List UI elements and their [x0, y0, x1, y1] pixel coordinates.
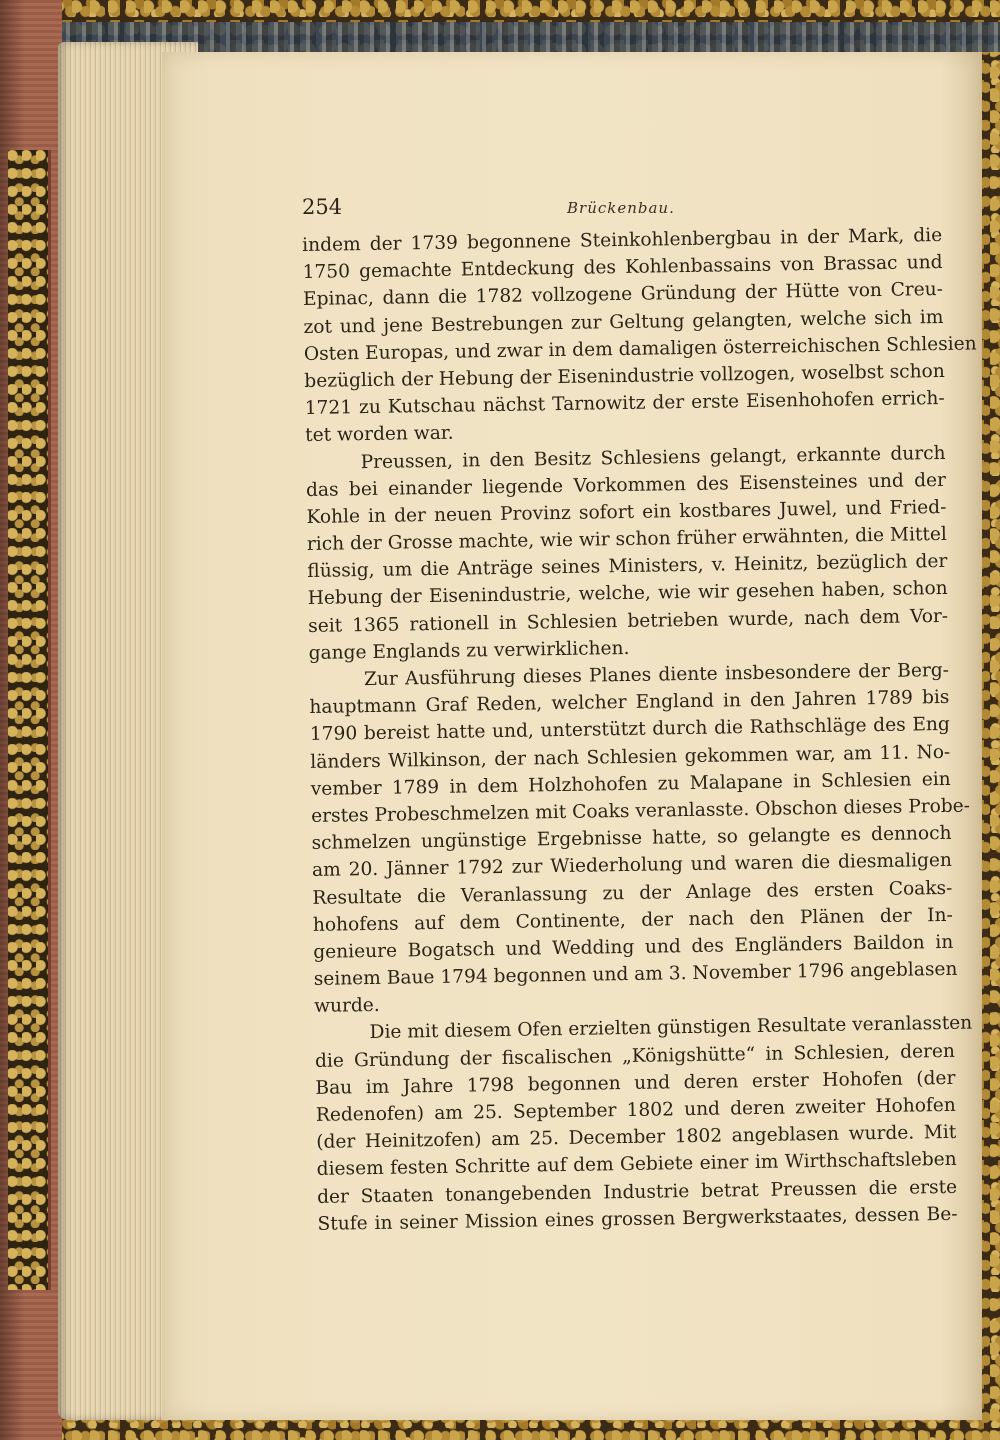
text-line: Epinac, dann die 1782 vollzogene Gründung der Hütte von Creu-	[302, 279, 944, 311]
text-line: der Staaten tonangebenden Industrie betrat Preussen die erste	[316, 1176, 958, 1208]
marbled-endpaper	[8, 150, 51, 1290]
text-line: Die mit diesem Ofen erzielten günstigen Resultate veranlassten	[369, 1013, 973, 1044]
text-line: Hebung der Eisenindustrie, welche, wie wir gesehen haben, schon	[307, 578, 948, 610]
running-head: Brückenbau.	[567, 199, 675, 217]
text-line: Bau im Jahre 1798 begonnen und deren erster Hohofen (der	[315, 1067, 956, 1099]
text-line: seit 1365 rationell in Schlesien betrieben wurde, nach dem Vor-	[308, 605, 949, 637]
text-line: bezüglich der Hebung der Eisenindustrie vollzogen, woselbst schon	[304, 360, 945, 392]
text-line: 1721 zu Kutschau nächst Tarnowitz der erste Eisenhohofen errich-	[304, 388, 945, 420]
text-line: wurde.	[314, 995, 380, 1018]
text-line: erstes Probeschmelzen mit Coaks veranlasste. Obschon dieses Probe-	[311, 795, 971, 827]
text-line: 1750 gemachte Entdeckung des Kohlenbassains von Brassac und	[302, 252, 943, 284]
text-line: Kohle in der neuen Provinz sofort ein kostbares Juwel, und Fried-	[306, 496, 947, 528]
text-line: zot und jene Bestrebungen zur Geltung gelangten, welche sich im	[303, 306, 944, 338]
book-page	[162, 52, 982, 1420]
text-line: genieure Bogatsch und Wedding und des Engländers Baildon in	[313, 931, 954, 963]
text-line: hohofens auf dem Continente, der nach den Plänen der In-	[312, 904, 953, 936]
text-line: am 20. Jänner 1792 zur Wiederholung und waren die diesmaligen	[311, 850, 953, 882]
text-line: rich der Grosse machte, wie wir schon früher erwähnten, die Mittel	[306, 523, 947, 556]
text-line: vember 1789 in dem Holzhohofen zu Malapane in Schlesien ein	[310, 768, 951, 800]
text-line: Redenofen) am 25. September 1802 und deren zweiter Hohofen	[315, 1094, 956, 1126]
text-line: das bei einander liegende Vorkommen des Eisensteines und der	[305, 469, 947, 501]
text-line: Zur Ausführung dieses Planes diente insbesondere der Berg-	[363, 659, 950, 691]
text-line: die Gründung der fiscalischen „Königshütte“ in Schlesien, deren	[314, 1040, 956, 1072]
text-line: (der Heinitzofen) am 25. December 1802 angeblasen wurde. Mit	[316, 1122, 957, 1154]
text-line: Resultate die Veranlassung zu der Anlage des ersten Coaks-	[312, 877, 953, 909]
text-line: hauptmann Graf Reden, welcher England in den Jahren 1789 bis	[309, 687, 950, 719]
text-line: seinem Baue 1794 begonnen und am 3. November 1796 angeblasen	[313, 958, 958, 990]
text-line: länders Wilkinson, der nach Schlesien gekommen war, am 11. No-	[310, 741, 951, 773]
page-number: 254	[302, 195, 343, 219]
text-line: schmelzen ungünstige Ergebnisse hatte, so gelangte es dennoch	[311, 822, 952, 855]
text-line: Stufe in seiner Mission eines grossen Bergwerkstaates, dessen Be-	[317, 1203, 958, 1235]
text-line: flüssig, um die Anträge seines Ministers, v. Heinitz, bezüglich der	[307, 551, 948, 583]
body-text	[302, 222, 977, 1238]
text-line: 1790 bereist hatte und, unterstützt durch die Rathschläge des Eng	[309, 714, 950, 746]
text-line: Preussen, in den Besitz Schlesiens gelangt, erkannte durch	[360, 442, 946, 473]
text-line: Osten Europas, und zwar in dem damaligen österreichischen Schlesien	[303, 333, 977, 365]
text-line: indem der 1739 begonnene Steinkohlenbergbau in der Mark, die	[302, 224, 943, 256]
text-line: tet worden war.	[305, 422, 454, 447]
text-line: gange Englands zu verwirklichen.	[308, 637, 630, 664]
text-line: diesem festen Schritte auf dem Gebiete einer im Wirthschaftsleben	[316, 1149, 957, 1181]
cover-top-edge	[60, 22, 1000, 52]
